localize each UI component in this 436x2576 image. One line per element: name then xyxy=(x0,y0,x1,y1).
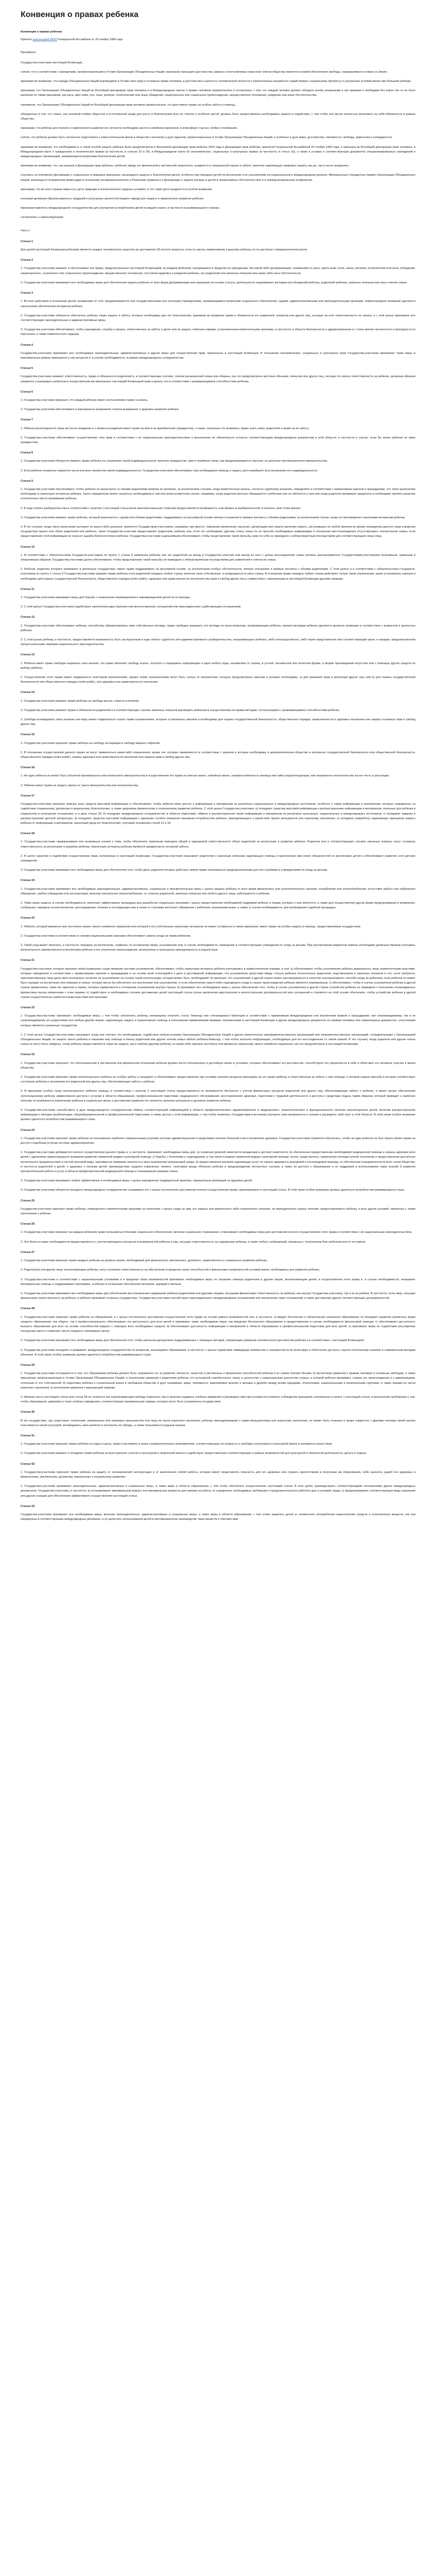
article-heading: Статья 25 xyxy=(21,1199,35,1202)
paragraph: 2. Родитель(и) или другие лица, воспитывающие ребенка, несут основную ответственность за обеспечение в пределах своих способностей и финансовых возможностей условий жизни, необходимых для развития ребенка. xyxy=(21,1268,320,1272)
paragraph: 2. Государства-участники признают право неполноценного ребенка на особую заботу и поощряют и обеспечивают предоставление при условии наличия ресурсов имеющему на это право ребенку и ответственным за заботу о нем помощи, о которой подана просьба и которая соответствует состоянию ребенка и положению его родителей или других лиц, обеспечивающих заботу о ребенке. xyxy=(21,1076,415,1084)
paragraph: 1. Государства-участники уважают и обеспечивают все права, предусмотренные настоящей Конвенцией, за каждым ребенком, находящимся в пределах их юрисдикции, без какой-либо дискриминации, независимо от расы, цвета кожи, пола, языка, религии, политических или иных убеждений, национального, этнического или социального происхождения, имущественного положения, состояния здоровья и рождения ребенка, его родителей или законных опекунов или каких-либо иных обстоятельств. xyxy=(21,267,415,275)
article-heading: Статья 33 xyxy=(21,1504,35,1508)
paragraph: 2. С этой целью Государства-участники содействуют заключению двусторонних или многосторонних соглашений или присоединению к действующим соглашениям. xyxy=(21,605,241,609)
article-heading: Статья 28 xyxy=(21,1307,35,1311)
paragraph: 3. В признание особых нужд неполноценного ребенка помощь в соответствии с пунктом 2 настоящей статьи предоставляется по возможности бесплатно с учетом финансовых ресурсов родителей или других лиц, обеспечивающих заботу о ребенке, и имеет целью обеспечение неполноценному ребенку эффективного доступа к услугам в области образования, профессиональной подготовки, медицинского обслуживания, восстановления здоровья, подготовки к трудовой деятельности и доступа к средствам отдыха таким образом, который приводит к наиболее полному по возможности вовлечению ребенка в социальную жизнь и достижению развития его личности, включая культурное и духовное развитие ребенка. xyxy=(21,1090,415,1103)
paragraph: напоминая, что Организация Объединенных Наций во Всеобщей декларации прав человека провозгласила, что дети имеют право на особую заботу и помощь, xyxy=(21,103,236,107)
paragraph: 2. Если ребенок незаконно лишается части или всех элементов своей индивидуальности, Государства-участники обеспечивают ему необходимую помощь и защиту для скорейшего восстановления его индивидуальности. xyxy=(21,469,318,472)
paragraph: 2. Такие меры защиты, в случае необходимости, включают эффективные процедуры для разработки социальных программ с целью предоставления необходимой поддержки ребенку и лицам, которые о нем заботятся, а также для осуществления других форм предупреждения и выявления, сообщения, передачи на рассмотрение, расследования, лечения и последующих мер в связи со случаями жестокого обращения с ребенком, указанными выше, а также, в случае необходимости, для возбуждения судебной процедуры. xyxy=(21,901,415,910)
preamble-heading: Преамбула xyxy=(21,51,36,55)
adoption-note xyxy=(21,38,415,42)
paragraph: 4. Государства-участники обязуются поощрять международное сотрудничество и развивать его с целью постепенного достижения полного осуществления права, признаваемого в настоящей статье. В этой связи особое внимание должно уделяться потребностям развивающихся стран. xyxy=(21,1189,405,1192)
paragraph: 1. Государства-участники признают, что каждый ребенок имеет неотъемлемое право на жизнь. xyxy=(21,398,148,402)
paragraph: 1. Государства-участники признают право ребенка на пользование наиболее совершенными услугами системы здравоохранения и средствами лечения болезней и восстановления здоровья. Государства-участники стремятся обеспечить, чтобы ни один ребенок не был лишен своего права на доступ к подобным услугам системы здравоохранения. xyxy=(21,1137,415,1145)
paragraph: учитывая должным образом важность традиций и культурных ценностей каждого народа для защиты и гармоничного развития ребенка, xyxy=(21,197,204,201)
article-heading: Статья 30 xyxy=(21,1411,35,1414)
article-heading: Статья 31 xyxy=(21,1434,35,1437)
paragraph: 2. В целях гарантии и содействия осуществлению прав, изложенных в настоящей Конвенции, Государства-участники оказывают родителям и законным опекунам надлежащую помощь в выполнении ими своих обязанностей по воспитанию детей и обеспечивают развитие сети детских учреждений. xyxy=(21,854,415,862)
article-heading: Статья 27 xyxy=(21,1250,35,1254)
paragraph: 3. Государства-участники уважают право ребенка, который разлучается с одним или обоими родителями, поддерживать на регулярной основе личные отношения и прямые контакты с обоими родителями, за исключением случая, когда это противоречит наилучшим интересам ребенка. xyxy=(21,516,406,519)
resolution-link[interactable]: резолюцией 44/25 xyxy=(32,38,57,42)
article-heading: Статья 6 xyxy=(21,390,33,394)
article-heading: Статья 10 xyxy=(21,545,35,549)
paragraph: 2. Государства-участники обязуются обеспечить ребенку такую защиту и заботу, которые необходимы для его благополучия, принимая во внимание права и обязанности его родителей, опекунов или других лиц, несущих за него ответственность по закону, и с этой целью принимают все соответствующие законодательные и административные меры. xyxy=(21,314,415,322)
paragraph: Государства-участники, которые признают и/или разрешают существование системы усыновления, обеспечивают, чтобы наилучшие интересы ребенка учитывались в первостепенном порядке, и они: а) обеспечивают, чтобы усыновление ребенка разрешалось лишь компетентными властями, которые определяют в соответствии с применимыми законом и процедурами и на основе всей относящейся к делу и достоверной информации, что усыновление допустимо ввиду статуса ребенка относительно родителей, родственников и законных опекунов и что, если требуется, заинтересованные лица дали свое осознанное согласие на усыновление на основе такой консультации, которая может быть необходимой; b) признают, что усыновление в другой стране может рассматриваться в качестве альтернативного способа ухода за ребенком, если ребенок не может быть передан на воспитание или помещен в семью, которая могла бы обеспечить его воспитание или усыновление, и если обеспечение какого-либо подходящего ухода в стране происхождения ребенка является невозможным; с) обеспечивают, чтобы в случае усыновления ребенка в другой стране применялись такие же гарантии и нормы, которые применяются в отношении усыновления внутри страны; d) принимают все необходимые меры с целью обеспечения того, чтобы в случае усыновления в другой стране устройство ребенка не приводило к получению неоправданных финансовых выгод связанными с этим лицами; е) содействуют в необходимых случаях достижению целей настоящей статьи путем заключения двусторонних и многосторонних договоренностей или соглашений и стремятся на этой основе обеспечить, чтобы устройство ребенка в другой стране осуществлялось компетентными властями или органами. xyxy=(21,967,415,999)
paragraph: 1. Ни один ребенок не может быть объектом произвольного или незаконного вмешательства в осуществление его права на личную жизнь, семейную жизнь, неприкосновенность жилища или тайну корреспонденции, или незаконного посягательства на его честь и репутацию. xyxy=(21,774,390,778)
article-heading: Статья 12 xyxy=(21,616,35,619)
document-body xyxy=(21,61,415,1522)
paragraph: 2. Государства-участники в соответствии со своими национальными законами обеспечивают замену ухода за таким ребенком. xyxy=(21,934,191,938)
paragraph: признавая, что ребенку для полного и гармоничного развития его личности необходимо расти в семейном окружении, в атмосфере счастья, любви и понимания, xyxy=(21,127,238,130)
paragraph: 1. Государства-участники признают право ребенка на образование, и с целью постепенного достижения осуществления этого права на основе равных возможностей они, в частности: а) вводят бесплатное и обязательное начальное образование; b) поощряют развитие различных форм среднего образования, как общего, так и профессионального, обеспечивают его доступность для всех детей и принимают такие необходимые меры, как введение бесплатного образования и предоставление в случае необходимости финансовой помощи; с) обеспечивают доступность высшего образования для всех на основе способностей каждого с помощью всех необходимых средств; d) обеспечивают доступность информации и материалов в области образования и профессиональной подготовки для всех детей; е) принимают меры по содействию регулярному посещению школ и снижению числа учащихся, покинувших школу. xyxy=(21,1315,415,1333)
paragraph: 1. Государства-участники принимают необходимые меры, с тем чтобы обеспечить ребенку, желающему получить статус беженца или считающемуся беженцем в соответствии с применимым международным или внутренним правом и процедурами, как сопровождаемому, так и не сопровождаемому его родителями или любым другим лицом, надлежащую защиту и гуманитарную помощь в пользовании применимыми правами, изложенными в настоящей Конвенции и других международных документах по правам человека или гуманитарных документах, участниками которых являются указанные государства. xyxy=(21,1014,415,1027)
paragraph: 2. Государства-участники уважают и поощряют право ребенка на всестороннее участие в культурной и творческой жизни и содействуют предоставлению соответствующих и равных возможностей для культурной и творческой деятельности, досуга и отдыха. xyxy=(21,1452,367,1455)
paragraph: 2. С этой целью ребенку, в частности, предоставляется возможность быть заслушанным в ходе любого судебного или административного разбирательства, затрагивающего ребенка, либо непосредственно, либо через представителя или соответствующий орган, в порядке, предусмотренном процессуальными нормами национального законодательства. xyxy=(21,638,415,647)
paragraph: В тех государствах, где существуют этнические, религиозные или языковые меньшинства или лица из числа коренного населения, ребенку, принадлежащему к таким меньшинствам или коренному населению, не может быть отказано в праве совместно с другими членами своей группы пользоваться своей культурой, исповедовать свою религию и исполнять ее обряды, а также пользоваться родным языком. xyxy=(21,1419,415,1427)
paragraph: 1. Государства-участники обеспечивают, чтобы ребенок не разлучался со своими родителями вопреки их желанию, за исключением случаев, когда компетентные органы, согласно судебному решению, определяют в соответствии с применимым законом и процедурами, что такое разлучение необходимо в наилучших интересах ребенка. Такое определение может оказаться необходимым в том или ином конкретном случае, например, когда родители жестоко обращаются с ребенком или не заботятся о нем или когда родители проживают раздельно и необходимо принять решение относительно места проживания ребенка. xyxy=(21,487,415,501)
paragraph: 2. Государства-участники обеспечивают в максимально возможной степени выживание и здоровое развитие ребенка. xyxy=(21,408,180,412)
paragraph: согласились о нижеследующем: xyxy=(21,216,64,219)
paragraph: 1. Во всех действиях в отношении детей, независимо от того, предпринимаются они государственными или частными учреждениями, занимающимися вопросами социального обеспечения, судами, административными или законодательными органами, первоочередное внимание уделяется наилучшему обеспечению интересов ребенка. xyxy=(21,300,415,308)
paragraph: 4. В тех случаях, когда такое разлучение вытекает из какого-либо решения, принятого Государством-участником, например, при аресте, тюремном заключении, высылке, депортации или смерти (включая смерть, наступившую по любой причине во время нахождения данного лица в ведении государства) одного или обоих родителей или ребенка, такое Государство-участник предоставляет родителям, ребенку или, если это необходимо, другому члену семьи по их просьбе необходимую информацию в отношении местонахождения отсутствующего члена/членов семьи, если предоставление этой информации не наносит ущерба благосостоянию ребенка. Государства-участники в дальнейшем обеспечивают, чтобы представление такой просьбы само по себе не приводило к неблагоприятным последствиям для соответствующего лица (лиц). xyxy=(21,525,415,538)
article-heading: Статья 14 xyxy=(21,691,35,694)
paragraph: 1. Государства-участники соглашаются в том, что образование ребенка должно быть направлено на: а) развитие личности, талантов и умственных и физических способностей ребенка в их самом полном объеме; b) воспитание уважения к правам человека и основным свободам, а также принципам, провозглашенным в Уставе Организации Объединенных Наций; с) воспитание уважения к родителям ребенка, его культурной самобытности, языку и ценностям, к национальным ценностям страны, в которой ребенок проживает, страны его происхождения и к цивилизациям, отличным от его собственной; d) подготовку ребенка к сознательной жизни в свободном обществе в духе понимания, мира, терпимости, равноправия мужчин и женщин и дружбы между всеми народами, этническими, национальными и религиозными группами, а также лицами из числа коренного населения; е) воспитание уважения к окружающей природе. xyxy=(21,1372,415,1389)
article-heading: Статья 8 xyxy=(21,451,33,455)
paragraph: 1. Государства-участники уважают право ребенка на свободу мысли, совести и религии. xyxy=(21,699,139,703)
article-heading: Статья 23 xyxy=(21,1053,35,1057)
paragraph: 1. Государства-участники обеспечивают ребенку, способному сформулировать свои собственные взгляды, право свободно выражать эти взгляды по всем вопросам, затрагивающим ребенка, причем взглядам ребенка уделяется должное внимание в соответствии с возрастом и зрелостью ребенка. xyxy=(21,624,415,632)
paragraph: 1. Ребенок регистрируется сразу же после рождения и с момента рождения имеет право на имя и на приобретение гражданства, а также, насколько это возможно, право знать своих родителей и право на их заботу. xyxy=(21,427,309,430)
paragraph: 2. В ходе любого разбирательства в соответствии с пунктом 1 настоящей статьи всем заинтересованным сторонам предоставляется возможность участвовать в разбирательстве и излагать свои точки зрения. xyxy=(21,506,301,510)
article-heading: Статья 13 xyxy=(21,653,35,657)
paragraph: 3. Государства-участники обеспечивают, чтобы учреждения, службы и органы, ответственные за заботу о детях или их защиту, отвечали нормам, установленным компетентными органами, в частности, в области безопасности и здравоохранения и с точки зрения численности и пригодности их персонала, а также компетентного надзора. xyxy=(21,328,415,336)
paragraph: 1. Государства-участники принимают меры для борьбы с незаконным перемещением и невозвращением детей из-за границы. xyxy=(21,596,191,600)
paragraph: ссылаясь на положения Декларации о социальных и правовых принципах, касающихся защиты и благополучия детей, особенно при передаче детей на воспитание и их усыновлении на национальном и международном уровнях, Минимальных стандартных правил Организации Объединенных Наций, касающихся отправления правосудия в отношении несовершеннолетних («Пекинские правила») и Декларации о защите женщин и детей в чрезвычайных обстоятельствах и в период вооруженных конфликтов, xyxy=(21,174,415,182)
article-heading: Статья 24 xyxy=(21,1128,35,1132)
paragraph: считая, что ребенок должен быть полностью подготовлен к самостоятельной жизни в обществе и воспитан в духе идеалов, провозглашенных в Уставе Организации Объединенных Наций, и особенно в духе мира, достоинства, терпимости, свободы, равенства и солидарности, xyxy=(21,136,393,140)
paragraph: 4. Государства-участники способствуют в духе международного сотрудничества обмену соответствующей информацией в области профилактического здравоохранения и медицинского, психологического и функционального лечения неполноценных детей, включая распространение информации о методах реабилитации, общеобразовательной и профессиональной подготовки, а также доступ к этой информации, с тем чтобы позволить Государствам-участникам улучшить свои возможности и знания и расширить свой опыт в этой области. В этой связи особое внимание должно уделяться потребностям развивающихся стран. xyxy=(21,1109,415,1122)
paragraph: Государства-участники настоящей Конвенции, xyxy=(21,61,83,64)
paragraph: 1. Ребенок имеет право свободно выражать свое мнение; это право включает свободу искать, получать и передавать информацию и идеи любого рода, независимо от границ, в устной, письменной или печатной форме, в форме произведений искусства или с помощью других средств по выбору ребенка. xyxy=(21,662,415,670)
paragraph: 3. Государства-участники принимают все необходимые меры для обеспечения того, чтобы дети, родители которых работают, имели право пользоваться предназначенными для них службами и учреждениями по уходу за детьми. xyxy=(21,869,328,872)
paragraph: 1. В соответствии с обязательством Государств-участников по пункту 1 статьи 9 заявления ребенка или его родителей на въезд в Государство-участник или выезд из него с целью воссоединения семьи должны рассматриваться Государствами-участниками позитивным, гуманным и оперативным образом. Государства-участники далее обеспечивают, чтобы представление такой просьбы не приводило к неблагоприятным последствиям для заявителей и членов их семьи. xyxy=(21,553,415,562)
paragraph: 1. Государства-участники принимают все необходимые законодательные, административные, социальные и просветительные меры с целью защиты ребенка от всех форм физического или психологического насилия, оскорбления или злоупотребления, отсутствия заботы или небрежного обращения, грубого обращения или эксплуатации, включая сексуальное злоупотребление, со стороны родителей, законных опекунов или любого другого лица, заботящегося о ребенке. xyxy=(21,887,415,895)
article-heading: Статья 32 xyxy=(21,1462,35,1466)
paragraph: Для целей настоящей Конвенции ребенком является каждое человеческое существо до достижения 18-летнего возраста, если по закону, применимому к данному ребенку, он не достигает совершеннолетия ранее. xyxy=(21,248,308,252)
paragraph: 2. Ребенок, родители которого проживают в различных государствах, имеет право поддерживать на регулярной основе, за исключением особых обстоятельств, личные отношения и прямые контакты с обоими родителями. С этой целью и в соответствии с обязательством Государств-участников по пункту 2 статьи 9 Государства-участники уважают право ребенка и его родителей покидать любую страну, включая свою собственную, и возвращаться в свою страну. В отношении права покидать любую страну действуют только такие ограничения, какие установлены законом и необходимы для охраны государственной безопасности, общественного порядка (ordre public), здоровья или нравственности населения или прав и свобод других лиц и совместимы с признанными в настоящей Конвенции другими правами. xyxy=(21,568,415,581)
article-heading: Статья 4 xyxy=(21,343,33,347)
article-heading: Статья 3 xyxy=(21,292,33,295)
paragraph: 1. Государства-участники признают право ребенка на отдых и досуг, право участвовать в играх и развлекательных мероприятиях, соответствующих его возрасту, и свободно участвовать в культурной жизни и заниматься искусством. xyxy=(21,1443,333,1446)
article-heading: Статья 21 xyxy=(21,959,35,962)
article-heading: Статья 19 xyxy=(21,879,35,883)
paragraph: 2. Никакая часть настоящей статьи или статьи 28 не толкуется как ограничивающая свободу отдельных лиц и органов создавать учебные заведения и руководить ими при условии постоянного соблюдения принципов, изложенных в пункте 1 настоящей статьи, и выполнения требования о том, чтобы образование, даваемое в таких учебных заведениях, соответствовало минимальным нормам, которые могут быть установлены государством. xyxy=(21,1395,415,1404)
paragraph: 3. Государства-участники в соответствии с национальными условиями и в пределах своих возможностей принимают необходимые меры по оказанию помощи родителям и другим лицам, воспитывающим детей, в осуществлении этого права и, в случае необходимости, оказывают материальную помощь и поддерживают программы, особенно в отношении обеспечения питанием, одеждой и жильем. xyxy=(21,1278,415,1286)
article-heading: Статья 17 xyxy=(21,794,35,798)
adoption-prefix: Принята xyxy=(21,38,33,42)
paragraph: 4. Государства-участники принимают все необходимые меры для обеспечения восстановления содержания ребенка родителями или другими лицами, несущими финансовую ответственность за ребенка, как внутри Государства-участника, так и из-за рубежа. В частности, если лицо, несущее финансовую ответственность за ребенка, и ребенок проживают в разных государствах, Государства-участники способствуют присоединению к международным соглашениям или заключению таких соглашений, а также достижению других соответствующих договоренностей. xyxy=(21,1292,415,1300)
paragraph: 3. Такой уход может включать, в частности, передачу на воспитание, «кафала» по исламскому праву, усыновление или, в случае необходимости, помещение в соответствующие учреждения по уходу за детьми. При рассмотрении вариантов замены необходимо должным образом учитывать желательность преемственности воспитания ребенка и его этническое происхождение, религиозную и культурную принадлежность и родной язык. xyxy=(21,943,415,952)
article-heading: Статья 22 xyxy=(21,1006,35,1009)
paragraph: 2. С этой целью Государства-участники оказывают, когда они считают это необходимым, содействие любым усилиям Организации Объединенных Наций и других компетентных межправительственных организаций или неправительственных организаций, сотрудничающих с Организацией Объединенных Наций, по защите такого ребенка и оказанию ему помощи и поиску родителей или других членов семьи любого ребенка-беженца, с тем чтобы получить информацию, необходимую для его воссоединения со своей семьей. В тех случаях, когда родители или другие члены семьи не могут быть найдены, этому ребенку предоставляется такая же защита, как и любому другому ребенку, по какой-либо причине постоянно или временно лишенному своего семейного окружения, как это предусмотрено в настоящей Конвенции. xyxy=(21,1033,415,1046)
paragraph: 1. Государства-участники обязуются уважать право ребенка на сохранение своей индивидуальности, включая гражданство, имя и семейные связи, как предусматривается законом, не допуская противозаконного вмешательства. xyxy=(21,460,328,463)
document-subtitle: Конвенция о правах ребенка xyxy=(21,30,62,33)
article-heading: Статья 9 xyxy=(21,479,33,483)
article-heading: Статья 7 xyxy=(21,418,33,422)
paragraph: 2. Государства-участники обеспечивают осуществление этих прав в соответствии с их национальным законодательством и выполнение их обязательств согласно соответствующим международным документам в этой области, в частности в случае, если бы иначе ребенок не имел гражданства. xyxy=(21,436,415,444)
paragraph: 3. Государства-участники поощряют и развивают международное сотрудничество по вопросам, касающимся образования, в частности, с целью содействия ликвидации невежества и неграмотности во всем мире и облегчения доступа к научно-техническим знаниям и современным методам обучения. В этой связи особое внимание должно уделяться потребностям развивающихся стран. xyxy=(21,1348,415,1357)
paragraph: Государства-участники уважают ответственность, права и обязанности родителей и, в соответствующих случаях, членов расширенной семьи или общины, как это предусмотрено местным обычаем, опекунов или других лиц, несущих по закону ответственность за ребенка, должным образом управлять и руководить ребенком в осуществлении им признанных настоящей Конвенцией прав и делать это в соответствии с развивающимися способностями ребенка. xyxy=(21,375,415,383)
paragraph: 2. Государства-участники принимают законодательные, административные и социальные меры, а также меры в области образования, с тем чтобы обеспечить осуществление настоящей статьи. В этих целях, руководствуясь соответствующими положениями других международных документов, Государства-участники, в частности: а) устанавливают минимальный возраст или минимальные возрасты для приема на работу; b) определяют необходимые требования о продолжительности рабочего дня и условиях труда; с) предусматривают соответствующие виды наказания или другие санкции для обеспечения эффективного осуществления настоящей статьи. xyxy=(21,1485,415,1498)
paragraph: принимая во внимание, что, как указано в Декларации прав ребенка, «ребенок, ввиду его физической и умственной незрелости, нуждается в специальной охране и заботе, включая надлежащую правовую защиту, как до, так и после рождения», xyxy=(21,164,350,168)
adoption-suffix: Генеральной Ассамблеи от 20 ноября 1989 года xyxy=(57,38,123,42)
article-heading: Статья 26 xyxy=(21,1223,35,1226)
paragraph: 1. Ребенок, который временно или постоянно лишен своего семейного окружения или который в его собственных наилучших интересах не может оставаться в таком окружении, имеет право на особую защиту и помощь, предоставляемые государством. xyxy=(21,925,361,928)
paragraph: 2. Государства-участники добиваются полного осуществления данного права и, в частности, принимают необходимые меры для: а) снижения уровней смертности младенцев и детской смертности; b) обеспечения предоставления необходимой медицинской помощи и охраны здоровья всех детей с уделением первоочередного внимания развитию первичной медико-санитарной помощи; с) борьбы с болезнями и недоеданием, в том числе в рамках первичной медико-санитарной помощи, путем, среди прочего, применения легкодоступной технологии и предоставления достаточно питательного продовольствия и чистой питьевой воды, принимая во внимание опасность и риск загрязнения окружающей среды; d) предоставления матерям надлежащих услуг по охране здоровья в дородовой и послеродовой периоды; е) обеспечения осведомленности всех слоев общества, в частности родителей и детей, о здоровье и питании детей, преимуществах грудного кормления, гигиене, санитарии среды обитания ребенка и предупреждении несчастных случаев, а также их доступа к образованию и их поддержки в использовании таких знаний; f) развития просветительной работы и услуг в области профилактической медицинской помощи и планирования размера семьи. xyxy=(21,1151,415,1174)
paragraph: 2. Ребенок имеет право на защиту закона от такого вмешательства или посягательства. xyxy=(21,784,139,787)
paragraph: принимая во внимание, что народы Объединенных Наций подтвердили в Уставе свою веру в основные права человека, в достоинство и ценность человеческой личности и преисполнены решимости содействовать социальному прогрессу и улучшению условий жизни при большей свободе, xyxy=(21,80,412,83)
paragraph: считая, что в соответствии с принципами, провозглашенными в Уставе Организации Объединенных Наций, признание присущего достоинства, равных и неотъемлемых прав всех членов общества является основой обеспечения свободы, справедливости и мира на Земле, xyxy=(21,70,388,74)
paragraph: признавая, что Организация Объединенных Наций во Всеобщей декларации прав человека и в Международных пактах о правах человека провозгласила и согласилась с тем, что каждый человек должен обладать всеми указанными в них правами и свободами без какого бы то ни было различия по таким признакам, как раса, цвет кожи, пол, язык, религия, политические или иные убеждения, национальное или социальное происхождение, имущественное положение, рождение или иные обстоятельства, xyxy=(21,89,415,97)
article-heading: Статья 16 xyxy=(21,766,35,770)
article-heading: Статья 5 xyxy=(21,367,33,370)
paragraph: 3. Свобода исповедовать свою религию или веру может подвергаться только таким ограничениям, которые установлены законом и необходимы для охраны государственной безопасности, общественного порядка, нравственности и здоровья населения или защиты основных прав и свобод других лиц. xyxy=(21,718,415,726)
paragraph: 2. Государства-участники принимают все необходимые меры для обеспечения того, чтобы школьная дисциплина поддерживалась с помощью методов, отражающих уважение человеческого достоинства ребенка и в соответствии с настоящей Конвенцией. xyxy=(21,1339,365,1343)
article-heading: Статья 11 xyxy=(21,587,34,591)
article-heading: Статья 2 xyxy=(21,259,33,262)
paragraph: признавая важность международного сотрудничества для улучшения условий жизни детей в каждой стране, в частности в развивающихся странах, xyxy=(21,207,220,210)
paragraph: 3. Государства-участники принимают любые эффективные и необходимые меры с целью упразднения традиционной практики, отрицательно влияющей на здоровье детей. xyxy=(21,1179,253,1183)
article-heading: Статья 20 xyxy=(21,917,35,920)
article-heading: Статья 1 xyxy=(21,240,33,243)
paragraph: 1. Государства-участники признают право ребенка на защиту от экономической эксплуатации и от выполнения любой работы, которая может представлять опасность для его здоровья или служить препятствием в получении им образования, либо наносить ущерб его здоровью и физическому, умственному, духовному, моральному и социальному развитию. xyxy=(21,1470,415,1479)
article-heading: Статья 29 xyxy=(21,1363,35,1367)
paragraph: Государства-участники признают право ребенка, помещенного компетентными органами на попечение с целью ухода за ним, его защиты или физического либо психического лечения, на периодическую оценку лечения, предоставляемого ребенку, и всех других условий, связанных с таким попечением о ребенке. xyxy=(21,1207,415,1216)
article-heading: Статья 18 xyxy=(21,832,35,836)
paragraph: убежденные в том, что семье, как основной ячейке общества и естественной среде для роста и благополучия всех ее членов и особенно детей, должны быть предоставлены необходимые защита и содействие, с тем чтобы она могла полностью возложить на себя обязанности в рамках общества, xyxy=(21,112,415,121)
paragraph: Государства-участники признают важную роль средств массовой информации и обеспечивают, чтобы ребенок имел доступ к информации и материалам из различных национальных и международных источников, особенно к таким информации и материалам, которые направлены на содействие социальному, духовному и моральному благополучию, а также здоровому физическому и психическому развитию ребенка. С этой целью Государства-участники: а) поощряют средства массовой информации к распространению информации и материалов, полезных для ребенка в социальном и культурном отношениях, и в духе статьи 29; b) поощряют международное сотрудничество в области подготовки, обмена и распространения такой информации и материалов из различных культурных, национальных и международных источников; с) поощряют издание и распространение детской литературы; d) поощряют средства массовой информации к уделению особого внимания языковым потребностям ребенка, принадлежащего к какой-либо группе меньшинств или коренному населению; е) поощряют разработку надлежащих принципов защиты ребенка от информации и материалов, наносящих вред его благополучию, учитывая положения статей 13 и 18. xyxy=(21,803,415,825)
paragraph: 2. Государства-участники принимают все необходимые меры для обеспечения защиты ребенка от всех форм дискриминации или наказания на основе статуса, деятельности, выражаемых взглядов или убеждений ребенка, родителей ребенка, законных опекунов или иных членов семьи. xyxy=(21,281,408,284)
paragraph: 2. Осуществление этого права может подвергаться некоторым ограничениям, однако этими ограничениями могут быть только те ограничения, которые предусмотрены законом и которые необходимы: а) для уважения прав и репутации других лиц; или b) для охраны государственной безопасности или общественного порядка (ordre public), или здоровья или нравственности населения. xyxy=(21,676,415,684)
paragraph: 1. Государства-участники признают право каждого ребенка на уровень жизни, необходимый для физического, умственного, духовного, нравственного и социального развития ребенка. xyxy=(21,1259,268,1263)
paragraph: Государства-участники принимают все необходимые законодательные, административные и другие меры для осуществления прав, признанных в настоящей Конвенции. В отношении экономических, социальных и культурных прав Государства-участники принимают такие меры в максимальных рамках имеющихся у них ресурсов и, в случае необходимости, в рамках международного сотрудничества. xyxy=(21,351,415,360)
paragraph: признавая, что во всех странах мира есть дети, живущие в исключительно трудных условиях, и что такие дети нуждаются в особом внимании, xyxy=(21,188,213,191)
paragraph: 1. Государства-участники признают право ребенка на свободу ассоциации и свободу мирных собраний. xyxy=(21,741,161,745)
paragraph: принимая во внимание, что необходимость в такой особой защите ребенка была предусмотрена в Женевской декларации прав ребенка 1924 года и Декларации прав ребенка, принятой Генеральной Ассамблеей 20 ноября 1959 года, и признана во Всеобщей декларации прав человека, в Международном пакте о гражданских и политических правах (в частности, в статьях 23 и 24), в Международном пакте об экономических, социальных и культурных правах (в частности, в статье 10), а также в уставах и соответствующих документах специализированных учреждений и международных организаций, занимающихся вопросами благополучия детей, xyxy=(21,145,415,159)
paragraph: 2. Государства-участники уважают права и обязанности родителей и в соответствующих случаях законных опекунов руководить ребенком в осуществлении его права методом, согласующимся с развивающимися способностями ребенка. xyxy=(21,708,340,712)
paragraph: 1. Государства-участники признают, что неполноценный в умственном или физическом отношении ребенок должен вести полноценную и достойную жизнь в условиях, которые обеспечивают его достоинство, способствуют его уверенности в себе и облегчают его активное участие в жизни общества. xyxy=(21,1061,415,1070)
paragraph: 2. Эти блага по мере необходимости предоставляются с учетом имеющихся ресурсов и возможностей ребенка и лиц, несущих ответственность за содержание ребенка, а также любых соображений, связанных с получением благ ребенком или от его имени. xyxy=(21,1240,367,1244)
part-heading: Часть I xyxy=(21,229,30,232)
page-title: Конвенция о правах ребенка xyxy=(21,10,139,19)
article-heading: Статья 15 xyxy=(21,733,35,737)
paragraph: 2. В отношении осуществления данного права не могут применяться какие-либо ограничения, кроме тех, которые применяются в соответствии с законом и которые необходимы в демократическом обществе в интересах государственной безопасности или общественной безопасности, общественного порядка (ordre public), охраны здоровья или нравственности населения или защиты прав и свобод других лиц. xyxy=(21,751,415,759)
paragraph: 1. Государства-участники предпринимают все возможные усилия к тому, чтобы обеспечить признание принципа общей и одинаковой ответственности обоих родителей за воспитание и развитие ребенка. Родители или в соответствующих случаях законные опекуны несут основную ответственность за воспитание и развитие ребенка. Наилучшие интересы ребенка являются предметом их основной заботы. xyxy=(21,840,415,849)
paragraph: 1. Государства-участники признают за каждым ребенком право пользоваться благами социального обеспечения, включая социальное страхование, и принимают необходимые меры для достижения полного осуществления этого права в соответствии с их национальным законодательством. xyxy=(21,1231,412,1234)
paragraph: Государства-участники принимают все необходимые меры, включая законодательные, административные и социальные меры, а также меры в области образования, с тем чтобы защитить детей от незаконного употребления наркотических средств и психотропных веществ, как они определены в соответствующих международных договорах, и не допустить использования детей в противозаконном производстве таких веществ и торговле ими. xyxy=(21,1513,415,1521)
